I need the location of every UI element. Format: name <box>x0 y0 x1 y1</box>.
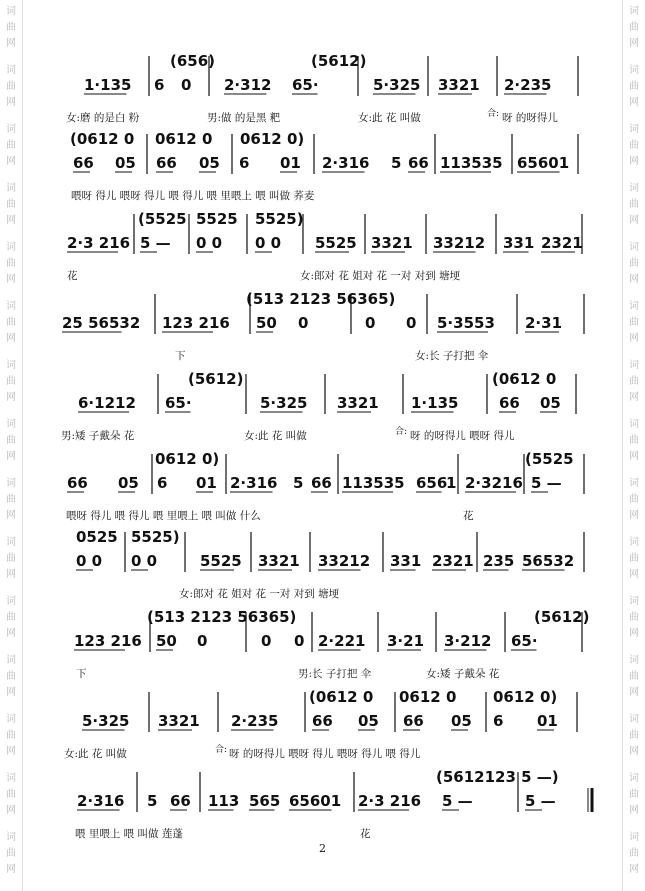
melody-notes: 1 <box>446 474 457 492</box>
melody-notes: 2·31 <box>525 314 563 332</box>
score-system <box>0 290 645 366</box>
watermark-char: 曲 <box>6 376 16 387</box>
melody-notes: 0 0 <box>255 234 282 252</box>
melody-notes: 65601 <box>289 792 342 810</box>
watermark-char: 词 <box>6 301 16 312</box>
watermark-char: 曲 <box>629 317 639 328</box>
watermark-char: 网 <box>6 805 16 816</box>
watermark-char: 词 <box>6 124 16 135</box>
music-staff <box>0 528 645 588</box>
score-system <box>0 130 645 206</box>
watermark-char: 词 <box>629 65 639 76</box>
watermark-char: 曲 <box>629 553 639 564</box>
watermark-char: 词 <box>629 714 639 725</box>
melody-notes: 235 <box>483 552 515 570</box>
melody-notes: 0 0 <box>196 234 223 252</box>
watermark-char: 网 <box>6 38 16 49</box>
melody-notes: 25 56532 <box>62 314 141 332</box>
accompaniment-notes: 0612 0) <box>493 688 558 706</box>
melody-notes: 01 <box>537 712 558 730</box>
melody-notes: 5 — <box>140 234 171 252</box>
melody-notes: 5·325 <box>82 712 130 730</box>
watermark-char: 网 <box>629 156 639 167</box>
watermark-char: 曲 <box>629 612 639 623</box>
melody-notes: 3·212 <box>444 632 492 650</box>
melody-notes: 66 <box>311 474 332 492</box>
watermark-char: 网 <box>6 274 16 285</box>
watermark-char: 网 <box>629 510 639 521</box>
watermark-char: 网 <box>6 864 16 875</box>
watermark-char: 词 <box>6 773 16 784</box>
accompaniment-notes: (5525 <box>138 210 187 228</box>
lyric-line: 喂呀 得儿 喂 得儿 喂 里喂上 喂 叫做 什么 <box>66 510 261 522</box>
melody-notes: 3321 <box>438 76 480 94</box>
lyric-line: 男:矮 子戴朵 花 <box>61 430 135 442</box>
accompaniment-notes: 5525) <box>131 528 180 546</box>
melody-notes: 5525 <box>315 234 357 252</box>
melody-notes: 2·235 <box>231 712 279 730</box>
score-system <box>0 688 645 764</box>
melody-notes: 05 <box>199 154 220 172</box>
watermark-char: 网 <box>6 451 16 462</box>
melody-notes: 5 — <box>525 792 556 810</box>
melody-notes: 66 <box>67 474 88 492</box>
watermark-char: 词 <box>6 537 16 548</box>
watermark-char: 网 <box>629 569 639 580</box>
melody-notes: 05 <box>118 474 139 492</box>
watermark-char: 词 <box>629 6 639 17</box>
watermark-char: 曲 <box>6 199 16 210</box>
melody-notes: 6·1212 <box>78 394 136 412</box>
melody-notes: 1·135 <box>84 76 132 94</box>
lyric-line: 合: <box>487 109 500 119</box>
melody-notes: 50 <box>256 314 277 332</box>
melody-notes: 65· <box>292 76 319 94</box>
melody-notes: 0 0 <box>131 552 158 570</box>
melody-notes: 5 — <box>442 792 473 810</box>
melody-notes: 66 <box>408 154 429 172</box>
watermark-char: 词 <box>629 773 639 784</box>
melody-notes: 3321 <box>258 552 300 570</box>
accompaniment-notes: 0612 0) <box>240 130 305 148</box>
watermark-char: 曲 <box>6 317 16 328</box>
watermark-char: 网 <box>6 746 16 757</box>
watermark-char: 词 <box>629 242 639 253</box>
melody-notes: 65· <box>165 394 192 412</box>
watermark-char: 曲 <box>629 730 639 741</box>
watermark-char: 曲 <box>629 494 639 505</box>
watermark-char: 曲 <box>6 671 16 682</box>
melody-notes: 113535 <box>440 154 503 172</box>
melody-notes: 05 <box>115 154 136 172</box>
watermark-char: 词 <box>629 301 639 312</box>
score-system <box>0 370 645 446</box>
melody-notes: 2·221 <box>318 632 366 650</box>
watermark-char: 网 <box>629 864 639 875</box>
accompaniment-notes: 0612 0 <box>155 130 213 148</box>
lyric-line: 女:此 花 叫做 <box>358 112 421 124</box>
melody-notes: 2·235 <box>504 76 552 94</box>
watermark-char: 曲 <box>629 81 639 92</box>
watermark-char: 词 <box>6 655 16 666</box>
melody-notes: 0 <box>197 632 208 650</box>
lyric-line: 男:做 的是黑 粑 <box>207 112 281 124</box>
melody-notes: 66 <box>403 712 424 730</box>
accompaniment-notes: 0525 <box>76 528 118 546</box>
watermark-char: 曲 <box>629 671 639 682</box>
melody-notes: 331 <box>503 234 535 252</box>
watermark-char: 词 <box>6 360 16 371</box>
watermark-char: 词 <box>629 596 639 607</box>
melody-notes: 65601 <box>517 154 570 172</box>
lyric-line: 女:郎对 花 姐对 花 一对 对到 塘埂 <box>300 270 461 282</box>
watermark-char: 词 <box>629 183 639 194</box>
accompaniment-notes: 5525) <box>255 210 304 228</box>
melody-notes: 113 <box>208 792 240 810</box>
lyric-line: 女:矮 子戴朵 花 <box>426 668 500 680</box>
watermark-char: 曲 <box>6 494 16 505</box>
melody-notes: 0 <box>261 632 272 650</box>
accompaniment-notes: (0612 0 <box>492 370 557 388</box>
melody-notes: 123 216 <box>162 314 230 332</box>
lyric-line: 花 <box>463 510 474 522</box>
watermark-char: 曲 <box>629 848 639 859</box>
watermark-char: 网 <box>629 628 639 639</box>
watermark-char: 曲 <box>6 553 16 564</box>
accompaniment-notes: (5612) <box>188 370 244 388</box>
watermark-char: 网 <box>629 38 639 49</box>
score-system <box>0 210 645 286</box>
melody-notes: 66 <box>156 154 177 172</box>
melody-notes: 331 <box>390 552 422 570</box>
watermark-char: 词 <box>629 655 639 666</box>
melody-notes: 56532 <box>522 552 575 570</box>
watermark-char: 词 <box>6 419 16 430</box>
lyric-line: 花 <box>67 270 78 282</box>
watermark-char: 曲 <box>629 22 639 33</box>
watermark-char: 网 <box>629 97 639 108</box>
melody-notes: 33212 <box>433 234 486 252</box>
music-staff <box>0 130 645 190</box>
lyric-line: 女:郎对 花 姐对 花 一对 对到 塘埂 <box>179 588 340 600</box>
melody-notes: 65· <box>511 632 538 650</box>
lyric-line: 下 <box>76 668 87 680</box>
accompaniment-notes: (0612 0 <box>309 688 374 706</box>
watermark-char: 曲 <box>6 140 16 151</box>
accompaniment-notes: (5612123 5 —) <box>436 768 559 786</box>
melody-notes: 113535 <box>342 474 405 492</box>
melody-notes: 01 <box>280 154 301 172</box>
lyric-line: 合: <box>215 745 228 755</box>
lyric-line: 呀 的呀得儿 喂呀 得儿 <box>410 430 515 442</box>
melody-notes: 5 <box>391 154 402 172</box>
melody-notes: 565 <box>249 792 281 810</box>
melody-notes: 66 <box>499 394 520 412</box>
melody-notes: 0 <box>406 314 417 332</box>
melody-notes: 2·3 216 <box>67 234 131 252</box>
watermark-char: 曲 <box>6 81 16 92</box>
watermark-char: 词 <box>6 183 16 194</box>
lyric-line: 喂呀 得儿 喂呀 得儿 喂 得儿 喂 里喂上 喂 叫做 荞麦 <box>71 190 315 202</box>
lyric-line: 花 <box>360 828 371 840</box>
watermark-char: 词 <box>629 360 639 371</box>
music-staff <box>0 210 645 270</box>
melody-notes: 6 <box>157 474 168 492</box>
lyric-line: 女:长 子打把 伞 <box>415 350 489 362</box>
accompaniment-notes: (513 2123 56365) <box>246 290 396 308</box>
accompaniment-notes: (513 2123 56365) <box>147 608 297 626</box>
watermark-char: 网 <box>629 215 639 226</box>
melody-notes: 3321 <box>337 394 379 412</box>
watermark-char: 曲 <box>629 258 639 269</box>
watermark-char: 网 <box>629 687 639 698</box>
melody-notes: 6 <box>493 712 504 730</box>
melody-notes: 5 <box>293 474 304 492</box>
music-staff <box>0 688 645 748</box>
melody-notes: 2321 <box>541 234 583 252</box>
melody-notes: 2·3216 <box>465 474 523 492</box>
watermark-char: 网 <box>629 805 639 816</box>
watermark-char: 曲 <box>6 22 16 33</box>
watermark-char: 词 <box>6 242 16 253</box>
watermark-char: 曲 <box>6 612 16 623</box>
lyric-line: 呀 的呀得儿 喂呀 得儿 喂呀 得儿 喂 得儿 <box>229 748 421 760</box>
watermark-char: 曲 <box>6 435 16 446</box>
music-staff <box>0 608 645 668</box>
lyric-line: 下 <box>175 350 186 362</box>
watermark-char: 网 <box>6 569 16 580</box>
accompaniment-notes: (5612) <box>534 608 590 626</box>
watermark-char: 词 <box>6 6 16 17</box>
watermark-char: 网 <box>629 274 639 285</box>
melody-notes: 6 <box>154 76 165 94</box>
watermark-char: 曲 <box>6 730 16 741</box>
watermark-char: 曲 <box>629 789 639 800</box>
watermark-char: 词 <box>629 419 639 430</box>
lyric-line: 女:此 花 叫做 <box>244 430 307 442</box>
score-system <box>0 608 645 684</box>
watermark-char: 词 <box>629 124 639 135</box>
score-system <box>0 52 645 128</box>
watermark-char: 网 <box>629 333 639 344</box>
watermark-char: 网 <box>6 215 16 226</box>
watermark-char: 网 <box>6 333 16 344</box>
melody-notes: 5·3553 <box>437 314 495 332</box>
watermark-char: 词 <box>6 478 16 489</box>
melody-notes: 0 <box>365 314 376 332</box>
melody-notes: 3·21 <box>387 632 425 650</box>
watermark-char: 词 <box>6 714 16 725</box>
watermark-char: 曲 <box>629 199 639 210</box>
watermark-char: 网 <box>6 628 16 639</box>
melody-notes: 656 <box>416 474 448 492</box>
lyric-line: 女:此 花 叫做 <box>64 748 127 760</box>
melody-notes: 6 <box>239 154 250 172</box>
watermark-char: 曲 <box>6 258 16 269</box>
melody-notes: 66 <box>73 154 94 172</box>
watermark-char: 网 <box>629 746 639 757</box>
watermark-char: 网 <box>6 510 16 521</box>
music-staff <box>0 52 645 112</box>
watermark-char: 网 <box>629 451 639 462</box>
melody-notes: 2·316 <box>77 792 125 810</box>
accompaniment-notes: (0612 0 <box>70 130 135 148</box>
melody-notes: 0 <box>298 314 309 332</box>
melody-notes: 33212 <box>318 552 371 570</box>
watermark-char: 网 <box>6 687 16 698</box>
melody-notes: 3321 <box>158 712 200 730</box>
watermark-char: 词 <box>629 832 639 843</box>
melody-notes: 05 <box>540 394 561 412</box>
watermark-char: 词 <box>629 478 639 489</box>
melody-notes: 5 <box>147 792 158 810</box>
melody-notes: 05 <box>358 712 379 730</box>
accompaniment-notes: 0612 0 <box>399 688 457 706</box>
score-system <box>0 450 645 526</box>
melody-notes: 5525 <box>200 552 242 570</box>
melody-notes: 66 <box>170 792 191 810</box>
melody-notes: 0 0 <box>76 552 103 570</box>
music-staff <box>0 450 645 510</box>
watermark-char: 词 <box>629 537 639 548</box>
watermark-char: 网 <box>629 392 639 403</box>
accompaniment-notes: (5525 <box>525 450 574 468</box>
watermark-char: 曲 <box>629 376 639 387</box>
lyric-line: 呀 的呀得儿 <box>502 112 558 124</box>
watermark-char: 词 <box>6 832 16 843</box>
melody-notes: 0 <box>181 76 192 94</box>
score-system <box>0 528 645 604</box>
melody-notes: 2·3 216 <box>358 792 422 810</box>
music-staff <box>0 290 645 350</box>
page-number: 2 <box>319 842 326 855</box>
watermark-char: 曲 <box>629 435 639 446</box>
watermark-char: 网 <box>6 392 16 403</box>
accompaniment-notes: (5612) <box>311 52 367 70</box>
accompaniment-notes: 0612 0) <box>155 450 220 468</box>
melody-notes: 2·312 <box>224 76 272 94</box>
melody-notes: 2321 <box>432 552 474 570</box>
melody-notes: 123 216 <box>74 632 142 650</box>
melody-notes: 2·316 <box>230 474 278 492</box>
lyric-line: 喂 里喂上 喂 叫做 莲蓬 <box>75 828 183 840</box>
lyric-line: 女:磨 的是白 粉 <box>66 112 140 124</box>
melody-notes: 2·316 <box>322 154 370 172</box>
watermark-char: 曲 <box>6 848 16 859</box>
melody-notes: 5·325 <box>260 394 308 412</box>
watermark-char: 曲 <box>6 789 16 800</box>
melody-notes: 5 — <box>531 474 562 492</box>
melody-notes: 5·325 <box>373 76 421 94</box>
melody-notes: 50 <box>156 632 177 650</box>
melody-notes: 1·135 <box>411 394 459 412</box>
lyric-line: 合: <box>395 427 408 437</box>
music-staff <box>0 768 645 828</box>
melody-notes: 3321 <box>371 234 413 252</box>
lyric-line: 男:长 子打把 伞 <box>298 668 372 680</box>
watermark-char: 词 <box>6 65 16 76</box>
watermark-char: 网 <box>6 97 16 108</box>
watermark-char: 网 <box>6 156 16 167</box>
accompaniment-notes: 5525 <box>196 210 238 228</box>
watermark-char: 词 <box>6 596 16 607</box>
melody-notes: 05 <box>451 712 472 730</box>
melody-notes: 0 <box>294 632 305 650</box>
melody-notes: 01 <box>196 474 217 492</box>
watermark-char: 曲 <box>629 140 639 151</box>
melody-notes: 66 <box>312 712 333 730</box>
music-staff <box>0 370 645 430</box>
score-system <box>0 768 645 844</box>
accompaniment-notes: (656) <box>170 52 216 70</box>
